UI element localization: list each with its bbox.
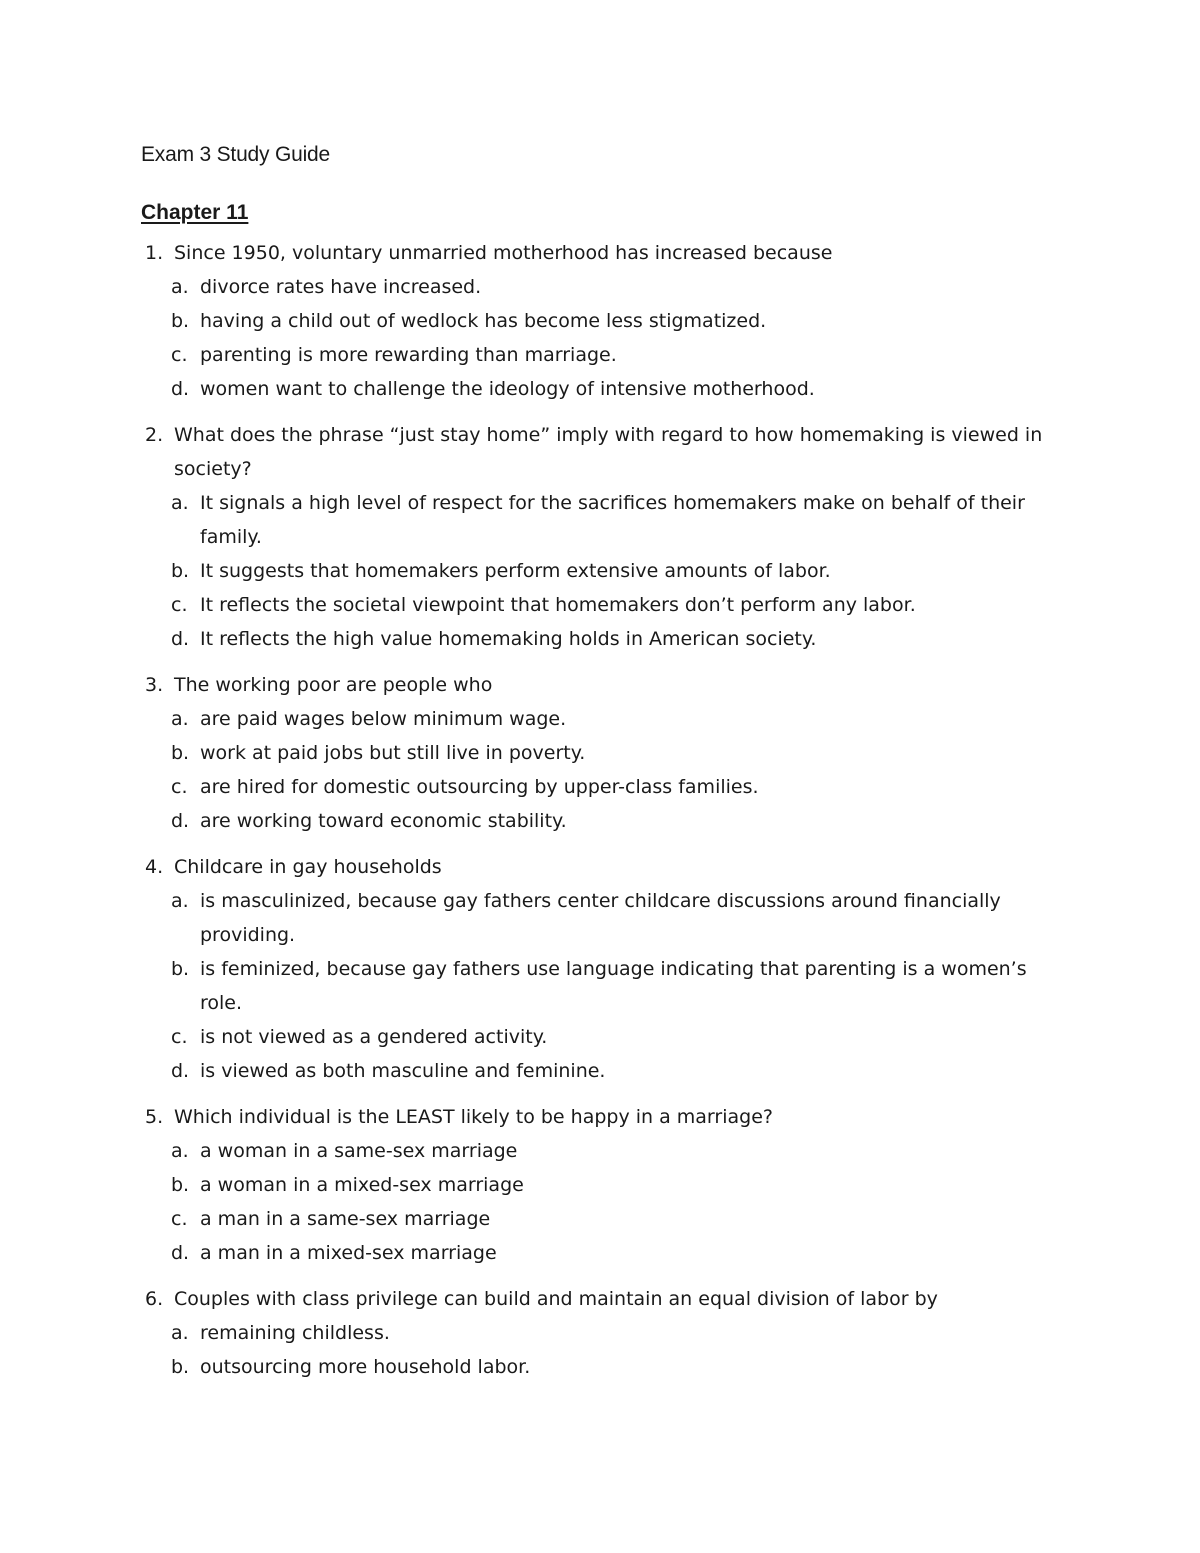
- answer-choice: [169, 304, 1071, 338]
- choice-letter: b.: [171, 742, 190, 764]
- choice-text: It signals a high level of respect for the sacrifices homemakers make on behalf of their family.: [200, 492, 1025, 548]
- question-item: [141, 418, 1071, 656]
- question-number: 5.: [145, 1106, 164, 1128]
- choice-text: a woman in a same-sex marriage: [200, 1140, 518, 1162]
- answer-choice: [169, 622, 1071, 656]
- answer-choice: [169, 952, 1071, 1020]
- choice-letter: c.: [171, 344, 188, 366]
- choice-text: divorce rates have increased.: [200, 276, 482, 298]
- choice-text: It suggests that homemakers perform extensive amounts of labor.: [200, 560, 831, 582]
- question-number: 2.: [145, 424, 164, 446]
- answer-choice: [169, 1236, 1071, 1270]
- choice-text: a woman in a mixed-sex marriage: [200, 1174, 524, 1196]
- answer-choice: [169, 1020, 1071, 1054]
- answer-choice-list: [141, 1316, 1071, 1384]
- choice-letter: d.: [171, 378, 190, 400]
- answer-choice: [169, 338, 1071, 372]
- answer-choice: [169, 588, 1071, 622]
- answer-choice: [169, 884, 1071, 952]
- answer-choice: [169, 770, 1071, 804]
- choice-letter: d.: [171, 1242, 190, 1264]
- choice-text: are working toward economic stability.: [200, 810, 567, 832]
- question-text: Childcare in gay households: [174, 856, 442, 878]
- question-number: 3.: [145, 674, 164, 696]
- choice-text: is feminized, because gay fathers use language indicating that parenting is a women’s role.: [200, 958, 1027, 1014]
- question-text: What does the phrase “just stay home” imply with regard to how homemaking is viewed in society?: [174, 424, 1043, 480]
- question-number: 1.: [145, 242, 164, 264]
- answer-choice: [169, 804, 1071, 838]
- question-number: 6.: [145, 1288, 164, 1310]
- choice-letter: d.: [171, 628, 190, 650]
- choice-text: is not viewed as a gendered activity.: [200, 1026, 548, 1048]
- question-text: Couples with class privilege can build and maintain an equal division of labor by: [174, 1288, 938, 1310]
- answer-choice: [169, 554, 1071, 588]
- answer-choice: [169, 736, 1071, 770]
- choice-letter: a.: [171, 1140, 189, 1162]
- choice-text: It reflects the high value homemaking holds in American society.: [200, 628, 817, 650]
- question-item: [141, 668, 1071, 838]
- choice-text: work at paid jobs but still live in poverty.: [200, 742, 586, 764]
- answer-choice: [169, 372, 1071, 406]
- choice-text: women want to challenge the ideology of intensive motherhood.: [200, 378, 815, 400]
- question-item: [141, 1282, 1071, 1384]
- choice-letter: c.: [171, 776, 188, 798]
- choice-letter: a.: [171, 276, 189, 298]
- choice-letter: b.: [171, 560, 190, 582]
- choice-letter: d.: [171, 1060, 190, 1082]
- question-stem: [141, 668, 1071, 702]
- answer-choice-list: [141, 702, 1071, 838]
- choice-text: having a child out of wedlock has become less stigmatized.: [200, 310, 767, 332]
- answer-choice-list: [141, 486, 1071, 656]
- choice-letter: b.: [171, 958, 190, 980]
- question-number: 4.: [145, 856, 164, 878]
- choice-letter: d.: [171, 810, 190, 832]
- chapter-heading: Chapter 11: [141, 201, 249, 224]
- answer-choice: [169, 486, 1071, 554]
- choice-text: is masculinized, because gay fathers center childcare discussions around financially providing.: [200, 890, 1001, 946]
- answer-choice-list: [141, 1134, 1071, 1270]
- answer-choice-list: [141, 884, 1071, 1088]
- question-stem: [141, 418, 1071, 486]
- choice-letter: c.: [171, 1208, 188, 1230]
- choice-text: are hired for domestic outsourcing by upper-class families.: [200, 776, 759, 798]
- choice-text: outsourcing more household labor.: [200, 1356, 531, 1378]
- question-item: [141, 1100, 1071, 1270]
- answer-choice: [169, 1350, 1071, 1384]
- choice-letter: b.: [171, 1356, 190, 1378]
- question-text: Which individual is the LEAST likely to be happy in a marriage?: [174, 1106, 773, 1128]
- choice-text: a man in a same-sex marriage: [200, 1208, 491, 1230]
- choice-letter: c.: [171, 594, 188, 616]
- choice-letter: a.: [171, 492, 189, 514]
- question-item: [141, 850, 1071, 1088]
- choice-letter: b.: [171, 310, 190, 332]
- answer-choice: [169, 1134, 1071, 1168]
- choice-text: remaining childless.: [200, 1322, 390, 1344]
- answer-choice-list: [141, 270, 1071, 406]
- answer-choice: [169, 1202, 1071, 1236]
- answer-choice: [169, 702, 1071, 736]
- question-text: The working poor are people who: [174, 674, 493, 696]
- choice-letter: c.: [171, 1026, 188, 1048]
- answer-choice: [169, 1168, 1071, 1202]
- question-stem: [141, 850, 1071, 884]
- choice-text: a man in a mixed-sex marriage: [200, 1242, 497, 1264]
- answer-choice: [169, 270, 1071, 304]
- choice-letter: a.: [171, 1322, 189, 1344]
- choice-text: parenting is more rewarding than marriage.: [200, 344, 617, 366]
- answer-choice: [169, 1316, 1071, 1350]
- choice-letter: a.: [171, 708, 189, 730]
- question-stem: [141, 1100, 1071, 1134]
- choice-letter: b.: [171, 1174, 190, 1196]
- choice-text: is viewed as both masculine and feminine.: [200, 1060, 606, 1082]
- document-title: Exam 3 Study Guide: [141, 143, 330, 166]
- question-list: [141, 236, 1071, 1396]
- question-stem: [141, 236, 1071, 270]
- choice-text: are paid wages below minimum wage.: [200, 708, 567, 730]
- choice-text: It reflects the societal viewpoint that homemakers don’t perform any labor.: [200, 594, 916, 616]
- answer-choice: [169, 1054, 1071, 1088]
- question-stem: [141, 1282, 1071, 1316]
- choice-letter: a.: [171, 890, 189, 912]
- question-item: [141, 236, 1071, 406]
- question-text: Since 1950, voluntary unmarried motherhood has increased because: [174, 242, 833, 264]
